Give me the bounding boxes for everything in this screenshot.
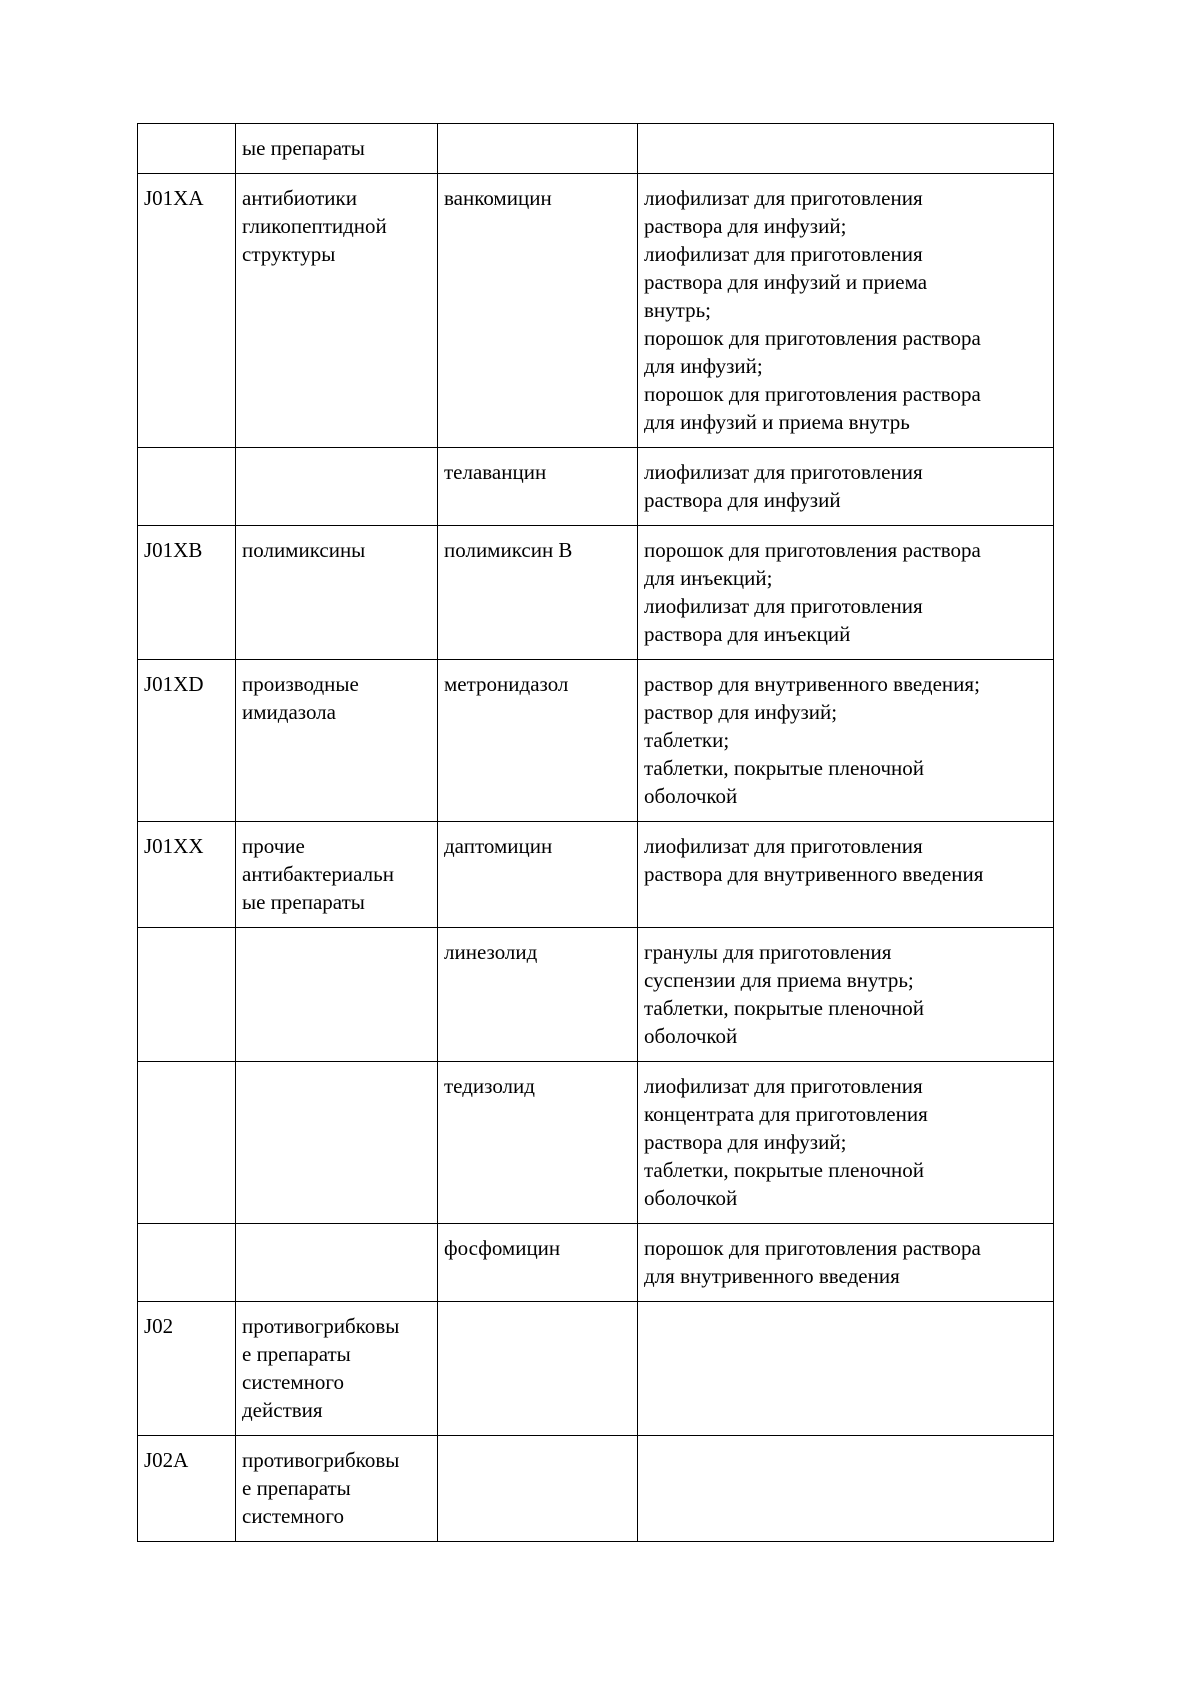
dosage-form-cell [638,1436,1054,1542]
pharmacological-group-cell: ые препараты [236,124,438,174]
pharmacological-group-cell: антибиотики гликопептидной структуры [236,174,438,448]
atc-code-cell [138,448,236,526]
pharmacological-group-cell: противогрибковы е препараты системного действия [236,1302,438,1436]
dosage-form-cell: гранулы для приготовления суспензии для приема внутрь; таблетки, покрытые пленочной оболочкой [638,928,1054,1062]
drug-name-cell: фосфомицин [438,1224,638,1302]
drug-name-cell [438,1302,638,1436]
table-row [138,124,1054,174]
drug-name-cell [438,1436,638,1542]
dosage-form-cell: лиофилизат для приготовления концентрата для приготовления раствора для инфузий; таблетки, покрытые пленочной оболочкой [638,1062,1054,1224]
pharmacological-group-cell [236,928,438,1062]
drug-name-cell: полимиксин В [438,526,638,660]
atc-code-cell [138,1062,236,1224]
pharmacological-group-cell [236,1224,438,1302]
pharmacological-group-cell: полимиксины [236,526,438,660]
drug-name-cell: метронидазол [438,660,638,822]
dosage-form-cell [638,1302,1054,1436]
table-body [138,124,1054,1542]
dosage-form-cell: лиофилизат для приготовления раствора для внутривенного введения [638,822,1054,928]
dosage-form-cell: лиофилизат для приготовления раствора для инфузий; лиофилизат для приготовления раствора для инфузий и приема внутрь; порошок для приготовления раствора для инфузий; порошок для приготовления раствора для инфузий и приема внутрь [638,174,1054,448]
dosage-form-cell: раствор для внутривенного введения; раствор для инфузий; таблетки; таблетки, покрытые пленочной оболочкой [638,660,1054,822]
atc-code-cell [138,1224,236,1302]
table-row [138,660,1054,822]
drug-name-cell: линезолид [438,928,638,1062]
table-row [138,448,1054,526]
table-row [138,1302,1054,1436]
pharmacological-group-cell: прочие антибактериальн ые препараты [236,822,438,928]
table-row [138,1062,1054,1224]
pharmacological-group-cell [236,1062,438,1224]
drug-classification-table [137,123,1054,1542]
drug-name-cell: ванкомицин [438,174,638,448]
drug-name-cell: тедизолид [438,1062,638,1224]
pharmacological-group-cell [236,448,438,526]
atc-code-cell [138,124,236,174]
pharmacological-group-cell: противогрибковы е препараты системного [236,1436,438,1542]
table-row [138,526,1054,660]
dosage-form-cell [638,124,1054,174]
table-row [138,1224,1054,1302]
atc-code-cell: J02A [138,1436,236,1542]
table-row [138,822,1054,928]
atc-code-cell [138,928,236,1062]
drug-name-cell: телаванцин [438,448,638,526]
dosage-form-cell: лиофилизат для приготовления раствора для инфузий [638,448,1054,526]
drug-name-cell [438,124,638,174]
pharmacological-group-cell: производные имидазола [236,660,438,822]
table-row [138,928,1054,1062]
table-row [138,174,1054,448]
dosage-form-cell: порошок для приготовления раствора для инъекций; лиофилизат для приготовления раствора для инъекций [638,526,1054,660]
atc-code-cell: J02 [138,1302,236,1436]
drug-name-cell: даптомицин [438,822,638,928]
atc-code-cell: J01XD [138,660,236,822]
atc-code-cell: J01XB [138,526,236,660]
table-row [138,1436,1054,1542]
dosage-form-cell: порошок для приготовления раствора для внутривенного введения [638,1224,1054,1302]
atc-code-cell: J01XX [138,822,236,928]
atc-code-cell: J01XA [138,174,236,448]
